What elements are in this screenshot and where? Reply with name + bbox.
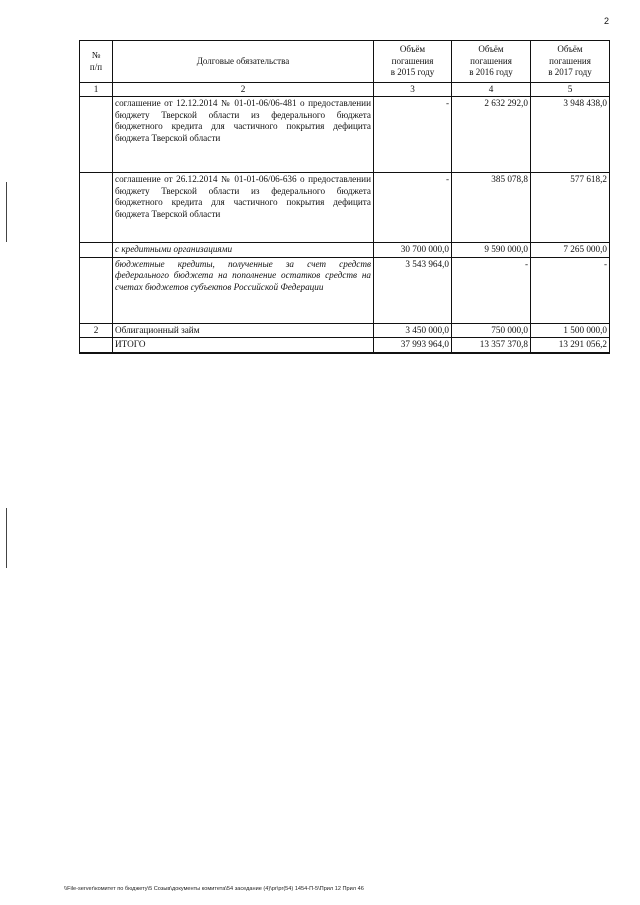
obligation-text: бюджетные кредиты, полученные за счет средств федерального бюджета на пополнение остатков средств на счетах бюджетов субъектов Российской Федерации <box>113 257 374 323</box>
value-2017: 7 265 000,0 <box>531 242 610 257</box>
row-number <box>80 257 113 323</box>
obligation-text: с кредитными организациями <box>113 242 374 257</box>
scan-edge-mark <box>6 508 7 568</box>
header-line: Объём <box>478 43 504 54</box>
header-repayment-2015 <box>374 41 452 83</box>
value-2016: - <box>452 257 531 323</box>
page-number: 2 <box>604 16 610 26</box>
value-2015: 3 450 000,0 <box>374 323 452 338</box>
table-row <box>80 242 610 257</box>
header-number <box>80 41 113 83</box>
total-row <box>80 338 610 353</box>
value-2016: 385 078,8 <box>452 172 531 242</box>
header-line: погашения <box>391 55 434 66</box>
total-2015: 37 993 964,0 <box>374 338 452 353</box>
value-2015: - <box>374 172 452 242</box>
obligation-text: соглашение от 26.12.2014 № 01-01-06/06-636 о предоставлении бюджету Тверской области из федерального бюджета бюджетного кредита для частичного покрытия дефицита бюджета Тверской области <box>113 172 374 242</box>
value-2017: 3 948 438,0 <box>531 96 610 172</box>
table-row <box>80 323 610 338</box>
column-number: 2 <box>113 83 374 97</box>
obligation-text: соглашение от 12.12.2014 № 01-01-06/06-481 о предоставлении бюджету Тверской области из федерального бюджета бюджетного кредита для частичного покрытия дефицита бюджета Тверской области <box>113 96 374 172</box>
header-line: в 2017 году <box>548 67 592 78</box>
scan-edge-mark <box>6 182 7 242</box>
value-2016: 750 000,0 <box>452 323 531 338</box>
header-line: в 2016 году <box>469 67 513 78</box>
table-header-row <box>80 41 610 83</box>
row-number: 2 <box>80 323 113 338</box>
debt-repayment-table <box>79 40 610 354</box>
header-line: в 2015 году <box>390 67 435 78</box>
row-number <box>80 338 113 353</box>
total-label: ИТОГО <box>113 338 374 353</box>
header-obligation: Долговые обязательства <box>113 41 374 83</box>
header-line: Объём <box>557 43 583 54</box>
row-number <box>80 172 113 242</box>
obligation-text: Облигационный займ <box>113 323 374 338</box>
header-line: погашения <box>470 55 512 66</box>
header-number-line: № <box>91 49 101 60</box>
column-number: 5 <box>531 83 610 97</box>
table-row <box>80 172 610 242</box>
header-repayment-2016 <box>452 41 531 83</box>
table-row <box>80 257 610 323</box>
value-2015: 3 543 964,0 <box>374 257 452 323</box>
value-2015: 30 700 000,0 <box>374 242 452 257</box>
header-number-line: п/п <box>89 61 103 72</box>
total-2016: 13 357 370,8 <box>452 338 531 353</box>
header-line: погашения <box>549 55 591 66</box>
value-2016: 2 632 292,0 <box>452 96 531 172</box>
value-2015: - <box>374 96 452 172</box>
file-path-footer: \\File-server\комитет по бюджету\5 Созыв\документы комитета\54 заседание (4)\pr\pr(54) 1454-П-5\Прил 12 Прил 46 <box>64 886 364 892</box>
column-number-row <box>80 83 610 97</box>
table-row <box>80 96 610 172</box>
total-2017: 13 291 056,2 <box>531 338 610 353</box>
row-number <box>80 242 113 257</box>
header-line: Объём <box>399 43 426 54</box>
column-number: 4 <box>452 83 531 97</box>
column-number: 3 <box>374 83 452 97</box>
value-2017: 577 618,2 <box>531 172 610 242</box>
value-2017: - <box>531 257 610 323</box>
column-number: 1 <box>80 83 113 97</box>
value-2016: 9 590 000,0 <box>452 242 531 257</box>
value-2017: 1 500 000,0 <box>531 323 610 338</box>
header-repayment-2017 <box>531 41 610 83</box>
row-number <box>80 96 113 172</box>
